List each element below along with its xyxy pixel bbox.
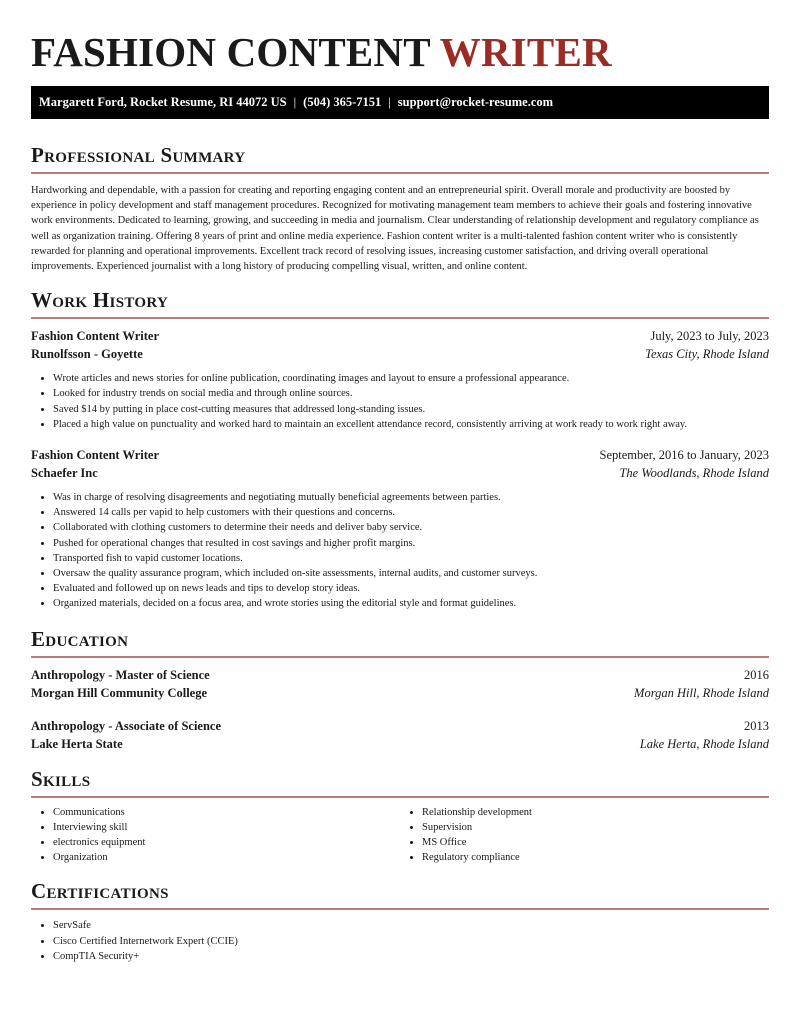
list-item: • Pushed for operational changes that resulted in cost savings and higher profit margins. xyxy=(53,536,769,551)
list-item: • Organized materials, decided on a focus area, and wrote stories using the editorial style and format guidelines. xyxy=(53,596,769,611)
job-title-row xyxy=(31,327,769,345)
job-entry xyxy=(31,327,769,432)
job-company: Schaefer Inc xyxy=(31,466,98,481)
list-item: • Regulatory compliance xyxy=(422,850,769,865)
list-item: • Answered 14 calls per vapid to help customers with their questions and concerns. xyxy=(53,505,769,520)
list-item: • Saved $14 by putting in place cost-cutting measures that addressed long-standing issues. xyxy=(53,402,769,417)
list-item: • Was in charge of resolving disagreements and negotiating mutually beneficial agreements between parties. xyxy=(53,490,769,505)
education-location: Lake Herta, Rhode Island xyxy=(639,736,769,751)
list-item: • Supervision xyxy=(422,820,769,835)
skills-list-left xyxy=(31,805,400,866)
job-title: Fashion Content Writer xyxy=(31,329,160,344)
contact-address: Margarett Ford, Rocket Resume, RI 44072 US xyxy=(39,95,287,109)
job-company-row xyxy=(31,464,769,482)
work-history-section xyxy=(31,288,769,611)
list-item: • MS Office xyxy=(422,835,769,850)
list-item: • Looked for industry trends on social media and through online sources. xyxy=(53,386,769,401)
job-location: Texas City, Rhode Island xyxy=(645,347,769,362)
section-heading-education: Education xyxy=(31,627,769,658)
job-title-row xyxy=(31,446,769,464)
education-year: 2013 xyxy=(744,718,769,733)
section-heading-summary: Professional Summary xyxy=(31,143,769,174)
summary-section xyxy=(31,143,769,274)
list-item: • Wrote articles and news stories for online publication, coordinating images and layout to ensure a professional appearance. xyxy=(53,371,769,386)
resume-title xyxy=(31,0,769,76)
contact-phone: (504) 365-7151 xyxy=(303,95,382,109)
education-entry xyxy=(31,666,769,702)
education-degree: Anthropology - Associate of Science xyxy=(31,718,222,733)
list-item: • Organization xyxy=(53,850,400,865)
summary-text: Hardworking and dependable, with a passion for creating and reporting engaging content and an entrepreneurial spirit. Overall morale and productivity are boosted by experience in policy development and staff management procedures. Recognized for motivating management team members to achieve their goals and fostering innovative work environments. Dedicated to learning, growing, and succeeding in media and journalism. Clear understanding of relationship development and regulatory compliance as well as organization training. Offering 8 years of print and online media experience. Fashion content writer is a multi-talented fashion content writer who is consistently rewarded for planning and operational improvements. Excellent track record of resolving issues, increasing customer satisfaction, and driving overall operational improvements. Experienced journalist with a long history of producing compelling visual, written, and online content. xyxy=(31,185,759,273)
education-school-row xyxy=(31,684,769,702)
list-item: • Communications xyxy=(53,805,400,820)
skills-list-right xyxy=(400,805,769,866)
job-location: The Woodlands, Rhode Island xyxy=(619,466,769,481)
education-degree: Anthropology - Master of Science xyxy=(31,667,210,682)
contact-separator: | xyxy=(293,95,297,109)
education-section xyxy=(31,627,769,753)
skills-section xyxy=(31,767,769,866)
title-accent: WRITER xyxy=(439,29,612,75)
title-main: FASHION CONTENT xyxy=(31,29,431,75)
job-entry xyxy=(31,446,769,612)
list-item: • Relationship development xyxy=(422,805,769,820)
certifications-list xyxy=(31,918,769,964)
job-company-row xyxy=(31,345,769,363)
section-heading-skills: Skills xyxy=(31,767,769,798)
contact-bar xyxy=(31,86,769,119)
list-item: • Oversaw the quality assurance program, which included on-site assessments, internal audits, and customer surveys. xyxy=(53,566,769,581)
education-school: Morgan Hill Community College xyxy=(31,685,208,700)
section-heading-certifications: Certifications xyxy=(31,879,769,910)
contact-email[interactable]: support@rocket-resume.com xyxy=(397,95,554,109)
job-company: Runolfsson - Goyette xyxy=(31,347,143,362)
list-item: • Interviewing skill xyxy=(53,820,400,835)
education-school: Lake Herta State xyxy=(31,736,123,751)
education-entry xyxy=(31,717,769,753)
education-degree-row xyxy=(31,666,769,684)
job-title: Fashion Content Writer xyxy=(31,448,160,463)
job-dates: September, 2016 to January, 2023 xyxy=(599,448,769,463)
list-item: • electronics equipment xyxy=(53,835,400,850)
job-bullets xyxy=(31,490,769,612)
list-item: • CompTIA Security+ xyxy=(53,949,769,964)
list-item: • Cisco Certified Internetwork Expert (CCIE) xyxy=(53,934,769,949)
education-location: Morgan Hill, Rhode Island xyxy=(634,685,769,700)
job-dates: July, 2023 to July, 2023 xyxy=(650,329,769,344)
education-degree-row xyxy=(31,717,769,735)
certifications-section xyxy=(31,879,769,964)
list-item: • Collaborated with clothing customers to determine their needs and deliver baby service. xyxy=(53,520,769,535)
section-heading-work: Work History xyxy=(31,288,769,319)
list-item: • ServSafe xyxy=(53,918,769,933)
contact-separator: | xyxy=(388,95,391,109)
education-school-row xyxy=(31,735,769,753)
education-year: 2016 xyxy=(744,667,769,682)
skills-grid xyxy=(31,805,769,866)
list-item: • Placed a high value on punctuality and worked hard to maintain an excellent attendance record, consistently arriving at work ready to work right away. xyxy=(53,417,769,432)
list-item: • Evaluated and followed up on news leads and tips to develop story ideas. xyxy=(53,581,769,596)
job-bullets xyxy=(31,371,769,432)
list-item: • Transported fish to vapid customer locations. xyxy=(53,551,769,566)
